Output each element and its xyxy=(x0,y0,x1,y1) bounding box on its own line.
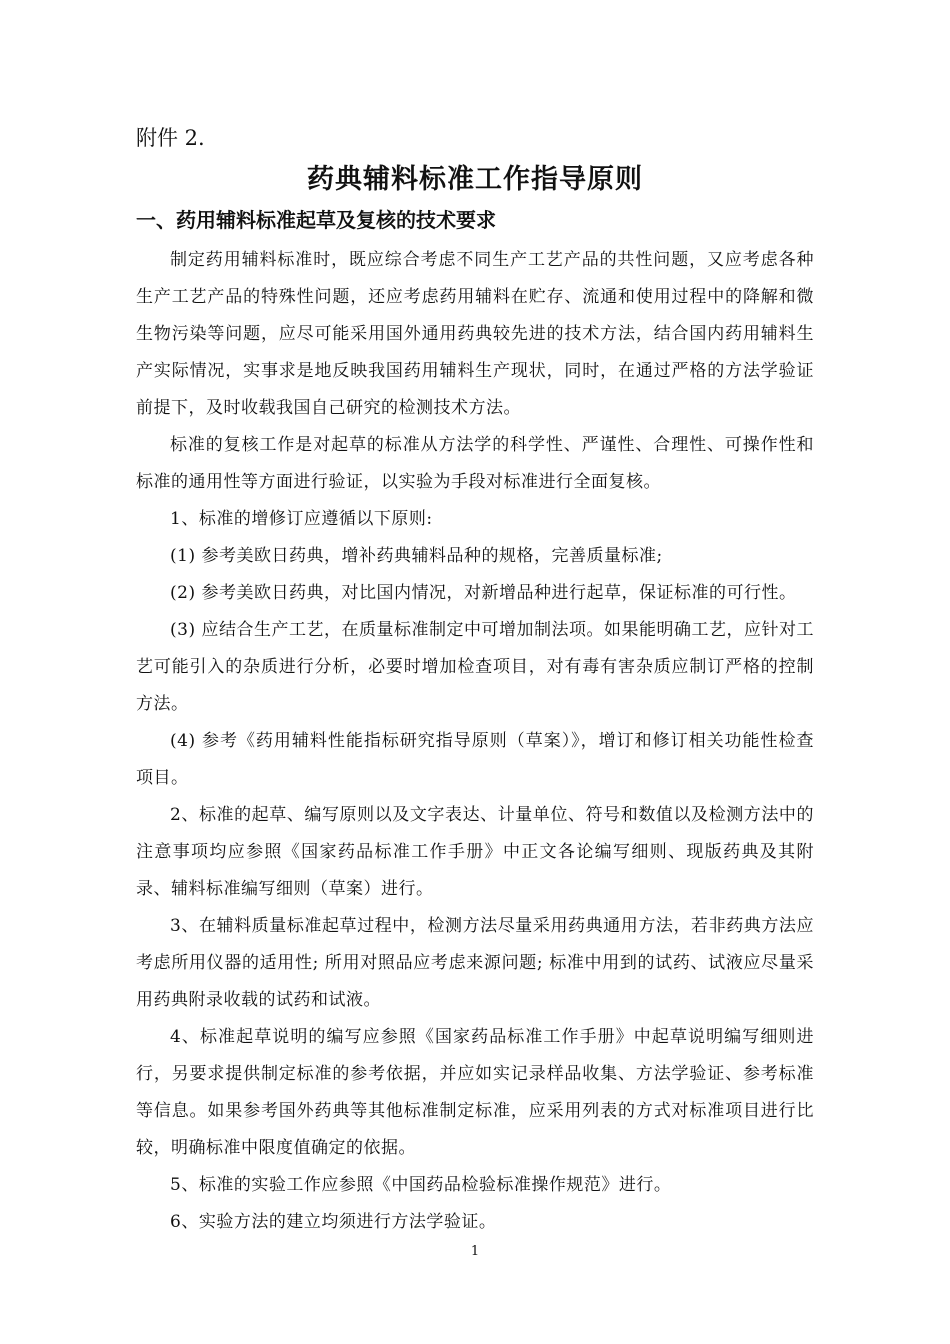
paragraph-item-6: 6、实验方法的建立均须进行方法学验证。 xyxy=(170,1212,497,1232)
document-title: 药典辅料标准工作指导原则 xyxy=(307,164,643,195)
paragraph-item-2: 2、标准的起草、编写原则以及文字表达、计量单位、符号和数值以及检测方法中的注意事项均应参照《国家药品标准工作手册》中正文各论编写细则、现版药典及其附录、辅料标准编写细则（草案）进行。 xyxy=(136,805,814,899)
paragraph-item-1: 1、标准的增修订应遵循以下原则: xyxy=(170,509,433,529)
paragraph-review: 标准的复核工作是对起草的标准从方法学的科学性、严谨性、合理性、可操作性和标准的通用性等方面进行验证，以实验为手段对标准进行全面复核。 xyxy=(136,435,814,492)
document-body xyxy=(136,242,814,1241)
paragraph-item-3: 3、在辅料质量标准起草过程中，检测方法尽量采用药典通用方法，若非药典方法应考虑所用仪器的适用性; 所用对照品应考虑来源问题; 标准中用到的试药、试液应尽量采用药典附录收载的试药和试液。 xyxy=(136,916,814,1010)
paragraph-item-4: 4、标准起草说明的编写应参照《国家药品标准工作手册》中起草说明编写细则进行，另要求提供制定标准的参考依据，并应如实记录样品收集、方法学验证、参考标准等信息。如果参考国外药典等其他标准制定标准，应采用列表的方式对标准项目进行比较，明确标准中限度值确定的依据。 xyxy=(136,1027,814,1158)
paragraph-subitem-3: (3) 应结合生产工艺，在质量标准制定中可增加制法项。如果能明确工艺，应针对工艺可能引入的杂质进行分析，必要时增加检查项目，对有毒有害杂质应制订严格的控制方法。 xyxy=(136,620,814,714)
attachment-label: 附件 2. xyxy=(136,126,205,150)
paragraph-subitem-2: (2) 参考美欧日药典，对比国内情况，对新增品种进行起草，保证标准的可行性。 xyxy=(170,583,797,603)
paragraph-subitem-1: (1) 参考美欧日药典，增补药典辅料品种的规格，完善质量标准; xyxy=(170,546,663,566)
paragraph-subitem-4: (4) 参考《药用辅料性能指标研究指导原则（草案）》，增订和修订相关功能性检查项目。 xyxy=(136,731,814,788)
section-heading: 一、药用辅料标准起草及复核的技术要求 xyxy=(136,208,496,232)
paragraph-intro: 制定药用辅料标准时，既应综合考虑不同生产工艺产品的共性问题，又应考虑各种生产工艺产品的特殊性问题，还应考虑药用辅料在贮存、流通和使用过程中的降解和微生物污染等问题，应尽可能采用国外通用药典较先进的技术方法，结合国内药用辅料生产实际情况，实事求是地反映我国药用辅料生产现状，同时，在通过严格的方法学验证前提下，及时收载我国自己研究的检测技术方法。 xyxy=(136,250,814,418)
paragraph-item-5: 5、标准的实验工作应参照《中国药品检验标准操作规范》进行。 xyxy=(170,1175,672,1195)
page-number: 1 xyxy=(470,1244,480,1259)
